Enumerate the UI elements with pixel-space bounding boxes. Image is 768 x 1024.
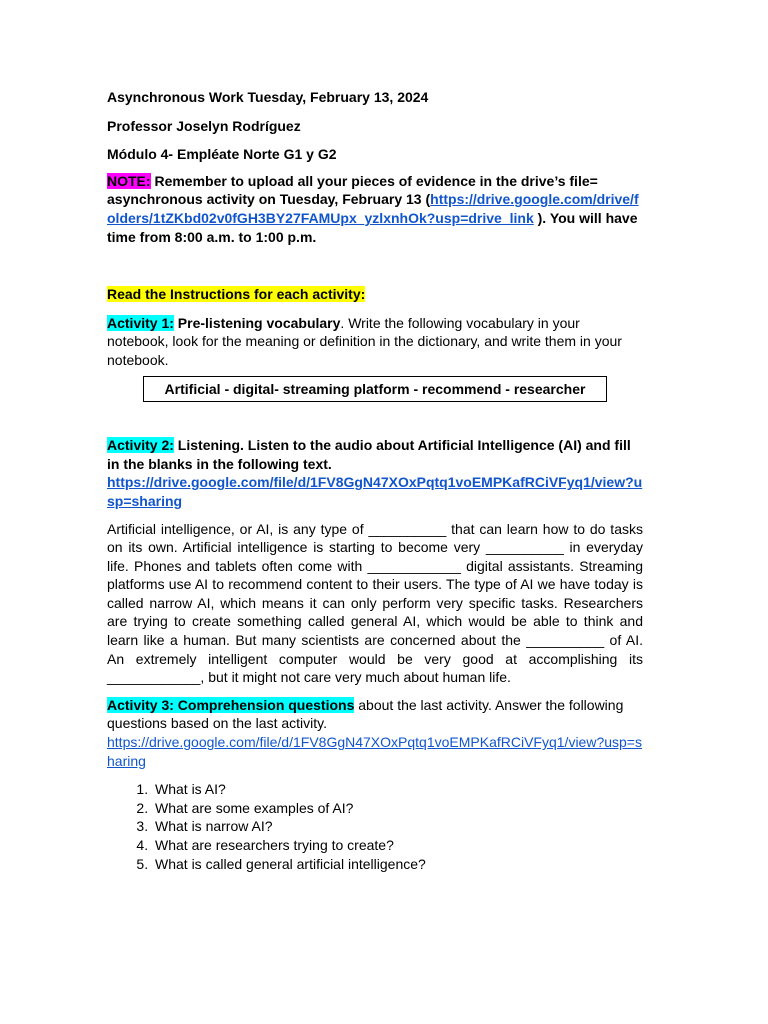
question-item: 3. What is narrow AI? — [152, 817, 643, 836]
activity2-label: Activity 2: — [107, 437, 174, 454]
instructions-heading — [107, 285, 643, 304]
professor-name: Professor Joselyn Rodríguez — [107, 117, 301, 134]
activity1-title: Pre-listening vocabulary — [173, 314, 341, 331]
activity1-text: . Write the following vocabulary in your notebook, look for the meaning or definition in the dictionary, and write them in your notebook. — [107, 314, 622, 368]
audio-link[interactable]: https://drive.google.com/file/d/1FV8GgN47XOxPqtq1voEMPKafRCiVFyq1/view?usp=sharing — [107, 474, 643, 509]
activity2-text: Listening. Listen to the audio about Artificial Intelligence (AI) and fill in the blanks in the following text. — [107, 437, 631, 472]
activity2-paragraph — [107, 436, 643, 473]
questions-list — [107, 780, 643, 873]
activity1-paragraph — [107, 314, 643, 370]
activity3-text: about the last activity. Answer the following questions based on the last activity. — [107, 696, 624, 732]
question-item: 1. What is AI? — [152, 780, 643, 799]
note-text-2: ). You will have time from 8:00 a.m. to 1:00 p.m. — [107, 209, 638, 245]
activity3-label: Activity 3: Comprehension questions — [107, 696, 355, 713]
activity1-label: Activity 1: — [107, 314, 174, 331]
fill-in-the-blanks-text: Artificial intelligence, or AI, is any type of __________ that can learn how to do tasks on its own. Artificial intelligence is starting to become very __________ in everyday life. Phones and tablets often come with ____________ digital assistants. Streaming platforms use AI to recommend content to their users. The type of AI we have today is called narrow AI, which means it can only perform very specific tasks. Researchers are trying to create something called general AI, which would be able to think and learn like a human. But many scientists are concerned about the __________ of AI. An extremely intelligent computer would be very good at accomplishing its ____________, but it might not care very much about human life. — [107, 520, 643, 686]
question-item: 4. What are researchers trying to create? — [152, 836, 643, 855]
note-paragraph — [107, 172, 643, 246]
activity3-paragraph — [107, 696, 643, 733]
question-item: 5. What is called general artificial intelligence? — [152, 855, 643, 874]
note-label: NOTE: — [107, 172, 151, 189]
comprehension-audio-link[interactable]: https://drive.google.com/file/d/1FV8GgN47XOxPqtq1voEMPKafRCiVFyq1/view?usp=sharing — [107, 734, 642, 769]
document-title: Asynchronous Work Tuesday, February 13, 2024 — [107, 89, 429, 105]
document-page — [107, 88, 643, 873]
vocabulary-box: Artificial - digital- streaming platform - recommend - researcher — [143, 376, 607, 403]
instructions-heading-text: Read the Instructions for each activity: — [107, 286, 366, 303]
note-text-1: Remember to upload all your pieces of evidence in the drive’s file= asynchronous activity on Tuesday, February 13 ( — [107, 172, 598, 208]
question-item: 2. What are some examples of AI? — [152, 799, 643, 818]
module-name: Módulo 4- Empléate Norte G1 y G2 — [107, 146, 337, 163]
drive-folder-link[interactable]: https://drive.google.com/drive/folders/1tZKbd02v0fGH3BY27FAMUpx_yzlxnhOk?usp=drive_link — [107, 191, 639, 226]
